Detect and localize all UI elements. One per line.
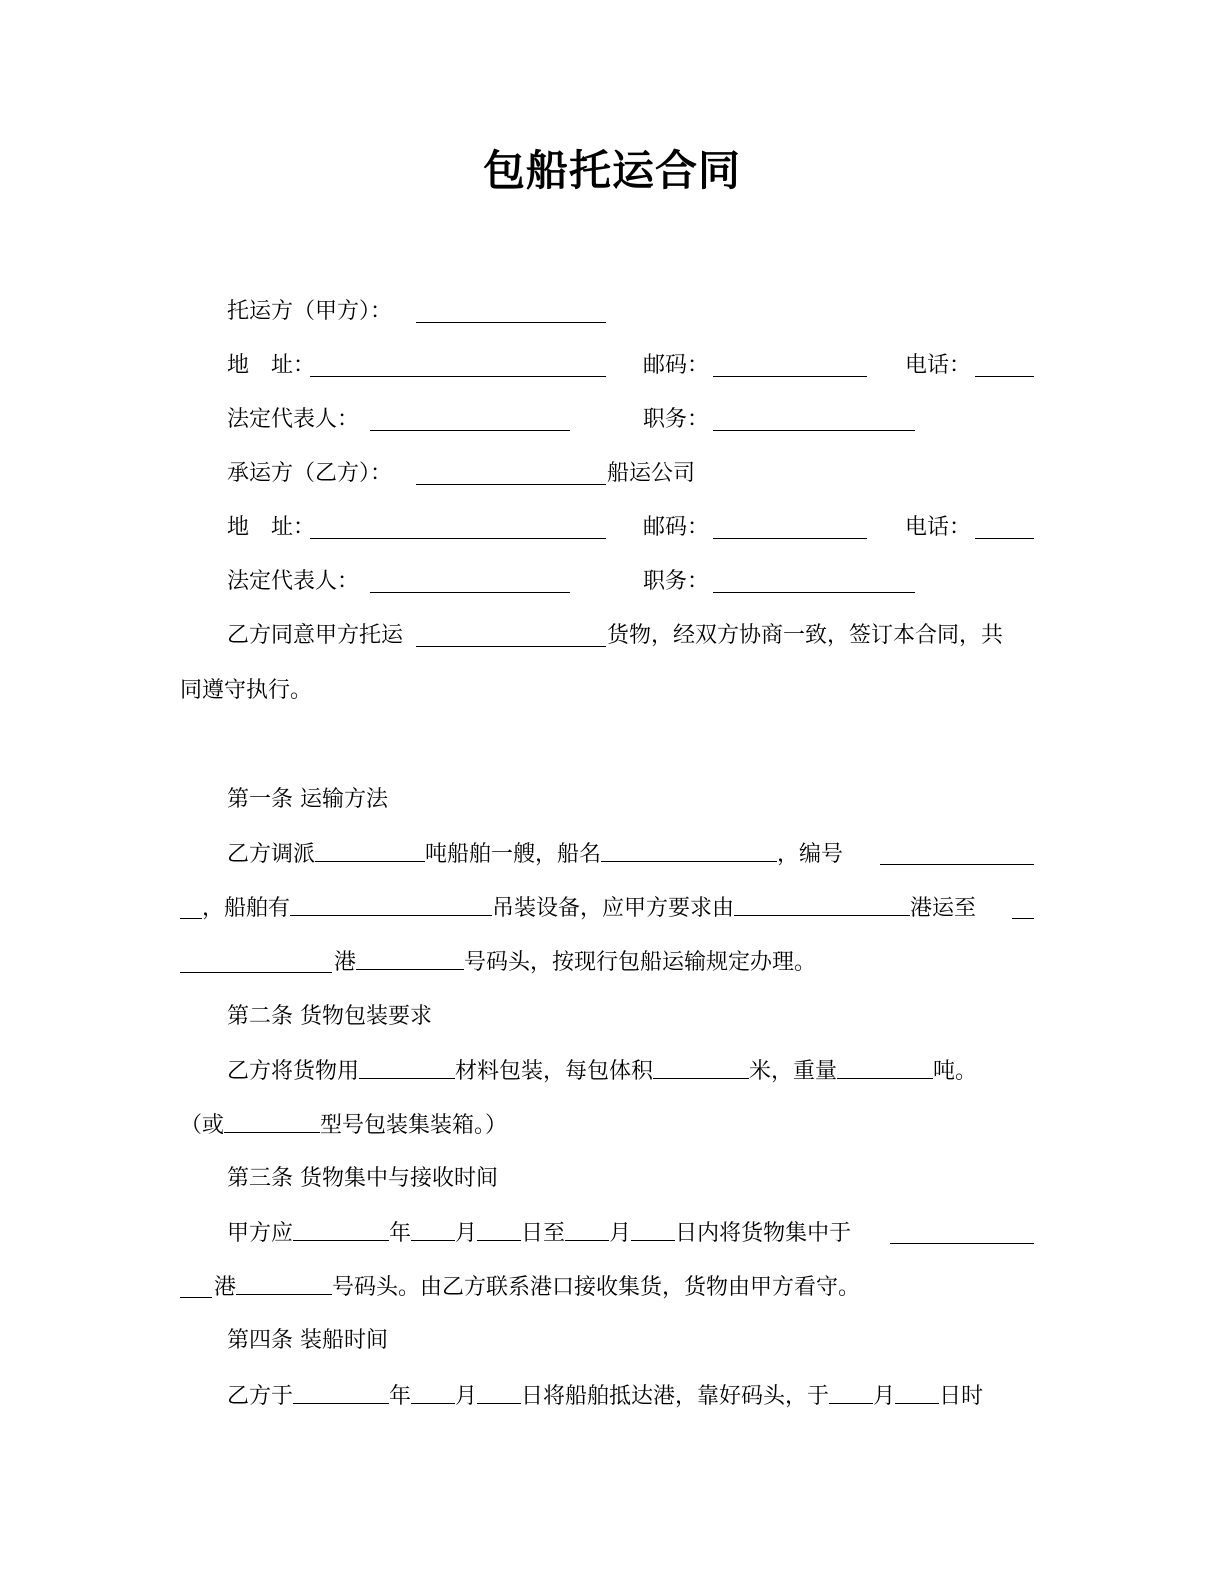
ship-number-blank-cont[interactable]: [180, 896, 202, 919]
cargo-name-blank[interactable]: [416, 624, 606, 647]
origin-port-blank[interactable]: [734, 893, 910, 916]
party-b-suffix: 船运公司: [607, 461, 696, 486]
article2-text: 乙方将货物用: [227, 1059, 360, 1084]
article2-text: 米，重量: [749, 1059, 838, 1084]
article1-text: 号码头，按现行包船运输规定办理。: [464, 950, 817, 975]
article3-text: 甲方应: [227, 1221, 294, 1246]
dock-number-blank[interactable]: [356, 947, 464, 970]
article3-text: 号码头。由乙方联系港口接收集货，货物由甲方看守。: [332, 1275, 861, 1300]
party-b-phone-label: 电话：: [905, 515, 972, 540]
party-b-position-label: 职务：: [643, 569, 710, 594]
party-b-phone-field[interactable]: [975, 516, 1034, 539]
party-b-rep-field[interactable]: [370, 570, 570, 593]
article1-line2: [202, 893, 976, 924]
article1-text: 吨船舶一艘，船名: [425, 842, 602, 867]
article1-heading: 第一条 运输方法: [227, 787, 388, 812]
article4-text: 月: [873, 1384, 896, 1409]
party-a-heading-line: [227, 297, 392, 327]
end-month-blank[interactable]: [565, 1218, 609, 1241]
article1-text: ，船舶有: [202, 896, 291, 921]
destination-port-blank-cont[interactable]: [180, 950, 332, 973]
article4-text: 年: [389, 1384, 412, 1409]
party-a-phone-label: 电话：: [905, 353, 972, 378]
day-blank[interactable]: [477, 1218, 521, 1241]
end-day-blank[interactable]: [631, 1218, 675, 1241]
ship-name-blank[interactable]: [601, 839, 777, 862]
weight-blank[interactable]: [837, 1056, 933, 1079]
arrival-month-blank[interactable]: [411, 1381, 455, 1404]
article1-line1: [227, 839, 843, 870]
ship-number-blank[interactable]: [880, 842, 1034, 865]
intro-text-3: 同遵守执行。: [180, 678, 313, 703]
party-a-heading: 托运方（甲方）：: [227, 299, 393, 324]
intro-text-2: 货物，经双方协商一致，签订本合同，共: [607, 623, 1004, 648]
article3-text: 日内将货物集中于: [675, 1221, 852, 1246]
collection-port-blank-cont[interactable]: [180, 1275, 212, 1298]
article4-text: 日将船舶抵达港，靠好码头，于: [521, 1384, 830, 1409]
article4-text: 乙方于: [227, 1384, 294, 1409]
party-a-rep-field[interactable]: [370, 408, 570, 431]
party-b-postcode-label: 邮码：: [643, 515, 710, 540]
article2-text: 吨。: [933, 1059, 978, 1084]
article1-text: ，编号: [777, 842, 844, 867]
lifting-equipment-blank[interactable]: [290, 893, 492, 916]
article4-line1: [227, 1381, 983, 1412]
article1-text: 港运至: [910, 896, 977, 921]
party-a-postcode-field[interactable]: [713, 354, 867, 377]
month-blank[interactable]: [411, 1218, 455, 1241]
volume-blank[interactable]: [653, 1056, 749, 1079]
party-b-name-field[interactable]: [416, 462, 606, 485]
article2-text: （或: [180, 1113, 225, 1138]
party-b-heading: 承运方（乙方）：: [227, 461, 393, 486]
tonnage-blank[interactable]: [315, 839, 425, 862]
article3-text: 日至: [521, 1221, 566, 1246]
party-a-rep-label: 法定代表人：: [227, 407, 360, 432]
packing-material-blank[interactable]: [359, 1056, 455, 1079]
arrival-day-blank[interactable]: [477, 1381, 521, 1404]
party-a-postcode-label: 邮码：: [643, 353, 710, 378]
year-blank[interactable]: [293, 1218, 389, 1241]
page-title: 包船托运合同: [482, 146, 741, 195]
party-b-rep-label: 法定代表人：: [227, 569, 360, 594]
party-b-position-field[interactable]: [713, 570, 915, 593]
article3-line1: [227, 1218, 851, 1249]
article3-text: 月: [455, 1221, 478, 1246]
party-a-name-field[interactable]: [416, 300, 606, 323]
article2-text: 材料包装，每包体积: [455, 1059, 654, 1084]
party-a-position-field[interactable]: [713, 408, 915, 431]
intro-text-1: 乙方同意甲方托运: [227, 623, 404, 648]
party-a-position-label: 职务：: [643, 407, 710, 432]
article1-text: 港: [334, 950, 357, 975]
article3-heading: 第三条 货物集中与接收时间: [227, 1166, 498, 1191]
loading-day-blank[interactable]: [895, 1381, 939, 1404]
party-b-address-field[interactable]: [310, 516, 606, 539]
article3-text: 年: [389, 1221, 412, 1246]
collection-dock-blank[interactable]: [236, 1272, 332, 1295]
arrival-year-blank[interactable]: [293, 1381, 389, 1404]
article2-heading: 第二条 货物包装要求: [227, 1004, 432, 1029]
party-a-phone-field[interactable]: [975, 354, 1034, 377]
container-type-blank[interactable]: [224, 1110, 320, 1133]
article1-text: 乙方调派: [227, 842, 316, 867]
party-a-address-label: 地 址：: [227, 353, 316, 378]
article1-line3: [334, 947, 816, 978]
article3-text: 港: [214, 1275, 237, 1300]
article2-line1: [227, 1056, 977, 1087]
article1-text: 吊装设备，应甲方要求由: [492, 896, 735, 921]
article3-text: 月: [609, 1221, 632, 1246]
article3-line2: [214, 1272, 860, 1303]
party-a-address-field[interactable]: [310, 354, 606, 377]
article4-heading: 第四条 装船时间: [227, 1328, 388, 1353]
article2-line2: [180, 1110, 507, 1141]
party-b-postcode-field[interactable]: [713, 516, 867, 539]
loading-month-blank[interactable]: [829, 1381, 873, 1404]
article4-text: 月: [455, 1384, 478, 1409]
party-b-address-label: 地 址：: [227, 515, 316, 540]
article4-text: 日时: [939, 1384, 984, 1409]
destination-port-blank[interactable]: [1012, 896, 1034, 919]
collection-port-blank[interactable]: [890, 1221, 1034, 1244]
article2-text: 型号包装集装箱。）: [320, 1113, 508, 1138]
